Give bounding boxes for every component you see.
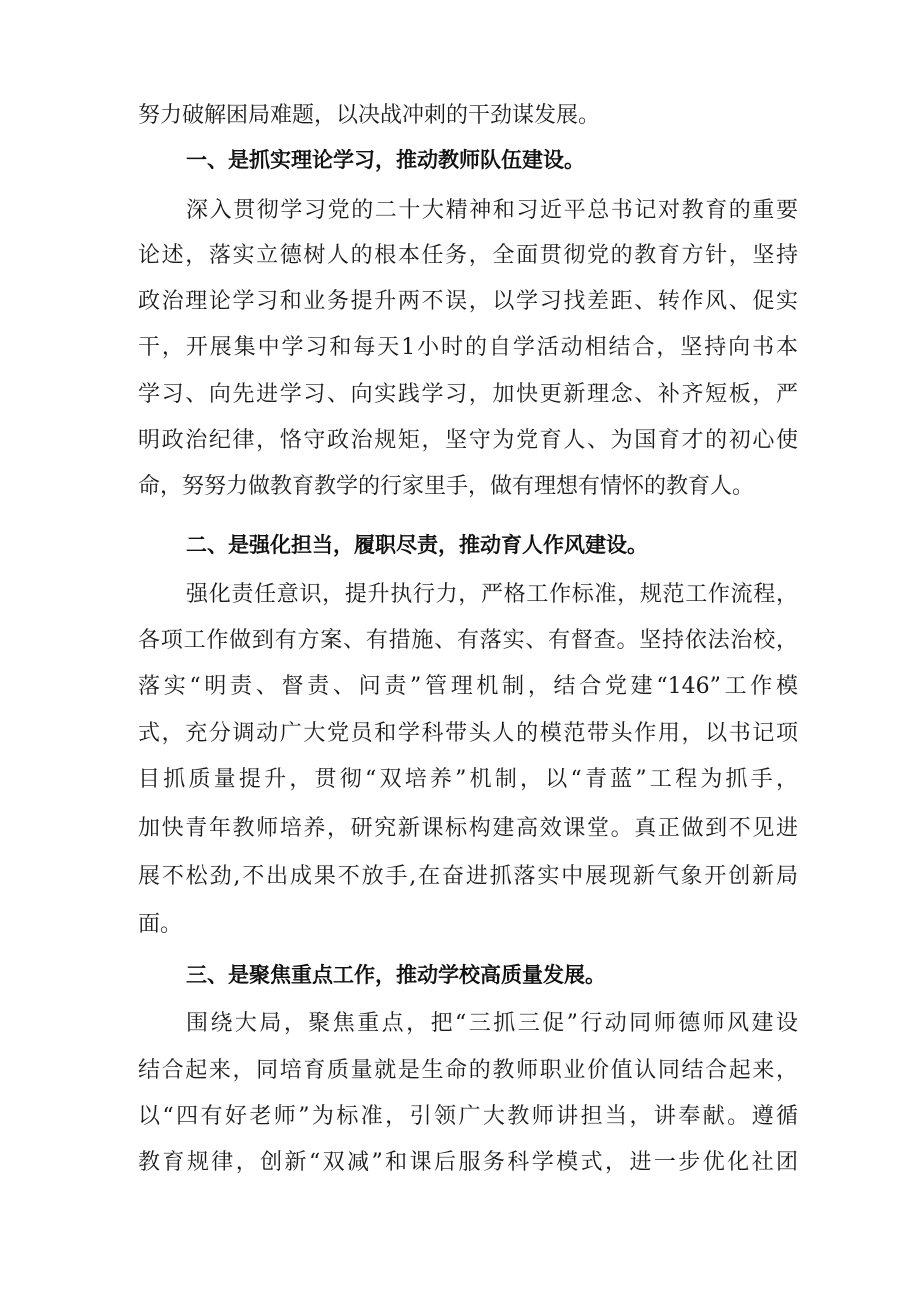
section-3-heading: 三、是聚焦重点工作，推动学校高质量发展。 — [186, 963, 606, 987]
section-2-line-7: 展不松劲,不出成果不放手,在奋进抓落实中展现新气象开创新局 — [138, 864, 798, 889]
section-2-line-3: 落实“明责、督责、问责”管理机制，结合党建“146”工作模 — [138, 674, 798, 699]
section-1-heading: 一、是抓实理论学习，推动教师队伍建设。 — [186, 148, 585, 172]
section-2-line-4: 式，充分调动广大党员和学科带头人的模范带头作用，以书记项 — [138, 721, 798, 746]
section-2-line-6: 加快青年教师培养，研究新课标构建高效课堂。真正做到不见进 — [138, 816, 798, 841]
section-2-heading: 二、是强化担当，履职尽责，推动育人作风建设。 — [186, 533, 648, 557]
section-3-line-3: 以“四有好老师”为标准，引领广大教师讲担当，讲奉献。遵循 — [138, 1104, 798, 1129]
section-2-line-1: 强化责任意识，提升执行力，严格工作标准，规范工作流程， — [186, 582, 798, 607]
section-3-line-2: 结合起来，同培育质量就是生命的教师职业价值认同结合起来， — [138, 1058, 798, 1083]
section-3-line-1: 围绕大局，聚焦重点，把“三抓三促”行动同师德师风建设 — [186, 1011, 798, 1036]
section-2-line-8: 面。 — [138, 912, 183, 937]
section-1-line-1: 深入贯彻学习党的二十大精神和习近平总书记对教育的重要 — [186, 198, 798, 223]
section-1-line-7: 命，努努力做教育教学的行家里手，做有理想有情怀的教育人。 — [138, 474, 755, 499]
section-1-line-6: 明政治纪律，恪守政治规矩，坚守为党育人、为国育才的初心使 — [138, 428, 798, 453]
section-2-line-2: 各项工作做到有方案、有措施、有落实、有督查。坚持依法治校， — [138, 628, 798, 653]
section-3-line-4: 教育规律，创新“双减”和课后服务科学模式，进一步优化社团 — [138, 1150, 798, 1175]
intro-line: 努力破解困局难题，以决战冲刺的干劲谋发展。 — [138, 103, 601, 128]
section-1-line-4: 干，开展集中学习和每天1小时的自学活动相结合，坚持向书本 — [138, 335, 798, 360]
section-1-line-2: 论述，落实立德树人的根本任务，全面贯彻党的教育方针，坚持 — [138, 243, 798, 268]
section-1-line-5: 学习、向先进学习、向实践学习，加快更新理念、补齐短板，严 — [138, 382, 798, 407]
section-2-line-5: 目抓质量提升，贯彻“双培养”机制，以“青蓝”工程为抓手， — [138, 767, 798, 792]
section-1-line-3: 政治理论学习和业务提升两不误，以学习找差距、转作风、促实 — [138, 289, 798, 314]
